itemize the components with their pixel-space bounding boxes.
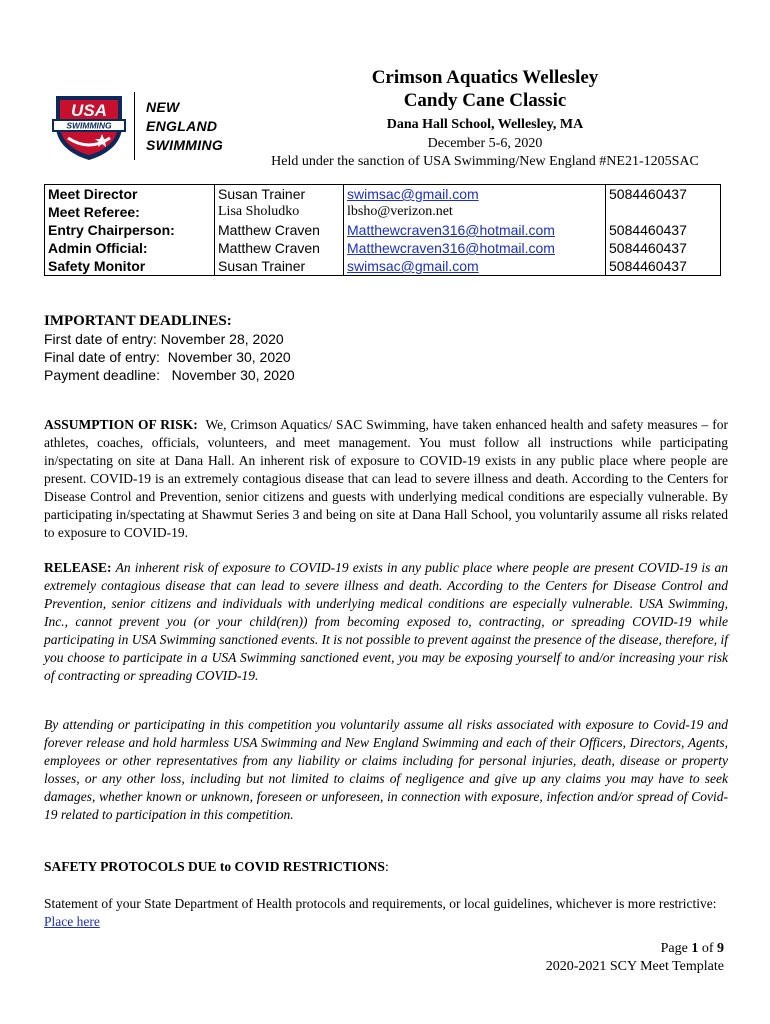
official-phone — [606, 203, 721, 221]
first-entry-date: First date of entry: November 28, 2020 — [44, 331, 284, 347]
safety-statement-paragraph — [44, 895, 728, 931]
official-email-link[interactable]: Matthewcraven316@hotmail.com — [347, 222, 555, 238]
official-role: Meet Referee: — [45, 203, 215, 221]
meet-venue: Dana Hall School, Wellesley, MA — [386, 117, 584, 132]
table-row — [45, 239, 721, 257]
meet-title-line2: Candy Cane Classic — [403, 90, 567, 111]
assumption-of-risk-paragraph — [44, 416, 728, 542]
table-row — [45, 257, 721, 276]
official-phone: 5084460437 — [606, 185, 721, 204]
place-here-link[interactable]: Place here — [44, 914, 100, 929]
official-email-link[interactable]: swimsac@gmail.com — [347, 258, 479, 274]
meet-sanction: Held under the sanction of USA Swimming/New England #NE21-1205SAC — [271, 154, 699, 169]
official-email-link[interactable]: Matthewcraven316@hotmail.com — [347, 240, 555, 256]
officials-table — [44, 184, 721, 276]
assumption-label: ASSUMPTION OF RISK: — [44, 417, 198, 432]
safety-statement: Statement of your State Department of Health protocols and requirements, or local guidelines, whichever is more restrictive: — [44, 896, 717, 911]
table-row — [45, 203, 721, 221]
official-email: lbsho@verizon.net — [344, 203, 606, 221]
attending-paragraph: By attending or participating in this competition you voluntarily assume all risks associated with exposure to Covid-19 and forever release and hold harmless USA Swimming and New England Swimming and each of their Officers, Directors, Agents, employees or other representatives from any liability or claims including for personal injuries, death, disease or property losses, or any other loss, including but not limited to claims of negligence and give up any claims you may have to seek damages, whether known or unknown, foreseen or unforeseen, in connection with exposure, infection and/or spread of Covid-19 related to participation in this competition. — [44, 717, 728, 822]
assumption-text: We, Crimson Aquatics/ SAC Swimming, have taken enhanced health and safety measures – for athletes, coaches, officials, volunteers, and meet management. You must follow all instructions while participating in/spectating on site at Dana Hall. An inherent risk of exposure to COVID-19 exists in any public place where people are present. COVID-19 is an extremely contagious disease that can lead to severe illness and death. According to the Centers for Disease Control and Prevention, senior citizens and guests with underlying medical conditions are especially vulnerable. By participating in/spectating at Shawmut Series 3 and being on site at Dana Hall School, you voluntarily assume all risks related to exposure to COVID-19. — [44, 417, 728, 540]
deadlines-heading: IMPORTANT DEADLINES: — [44, 313, 232, 329]
usa-swimming-logo — [50, 92, 240, 162]
payment-deadline: Payment deadline: November 30, 2020 — [44, 367, 295, 383]
meet-title-line1: Crimson Aquatics Wellesley — [371, 67, 599, 88]
usa-swimming-shield-icon — [50, 92, 128, 162]
official-phone: 5084460437 — [606, 239, 721, 257]
official-name: Susan Trainer — [215, 185, 344, 204]
deadlines-section — [44, 312, 295, 384]
official-name: Matthew Craven — [215, 221, 344, 239]
page-footer — [546, 940, 724, 976]
template-label: 2020-2021 SCY Meet Template — [545, 959, 724, 974]
meet-header — [230, 66, 740, 171]
release-paragraph — [44, 559, 728, 685]
official-role: Entry Chairperson: — [45, 221, 215, 239]
official-role: Admin Official: — [45, 239, 215, 257]
release-label: RELEASE: — [44, 560, 112, 575]
final-entry-date: Final date of entry: November 30, 2020 — [44, 349, 291, 365]
official-name: Matthew Craven — [215, 239, 344, 257]
official-phone: 5084460437 — [606, 257, 721, 276]
safety-heading: SAFETY PROTOCOLS DUE to COVID RESTRICTIONS — [44, 859, 385, 874]
release-text: An inherent risk of exposure to COVID-19 exists in any public place where people are present COVID-19 is an extremely contagious disease that can lead to severe illness and death. According to the Centers for Disease Control and Prevention, senior citizens and individuals with underlying medical conditions are especially vulnerable. USA Swimming, Inc., cannot prevent you (or your child(ren)) from becoming exposed to, contracting, or spreading COVID-19 while participating in USA Swimming sanctioned events. It is not possible to prevent against the presence of the disease, therefore, if you choose to participate in a USA Swimming sanctioned event, you may be exposing yourself to and/or increasing your risk of contracting or spreading COVID-19. — [44, 560, 728, 683]
official-email-link[interactable]: swimsac@gmail.com — [347, 186, 479, 202]
table-row — [45, 221, 721, 239]
official-role: Safety Monitor — [45, 257, 215, 276]
page-number: Page 1 of 9 — [660, 941, 724, 956]
official-phone: 5084460437 — [606, 221, 721, 239]
meet-dates: December 5-6, 2020 — [427, 136, 543, 151]
official-name: Lisa Sholudko — [215, 203, 344, 221]
table-row — [45, 185, 721, 204]
safety-protocols-heading-line: SAFETY PROTOCOLS DUE to COVID RESTRICTIONS: — [44, 859, 389, 874]
new-england-swimming-wordmark: NEW ENGLAND SWIMMING — [146, 99, 224, 153]
official-role: Meet Director — [45, 185, 215, 204]
official-name: Susan Trainer — [215, 257, 344, 276]
logo-swimming-text: SWIMMING — [66, 120, 112, 131]
logo-divider — [134, 92, 135, 160]
logo-usa-text: USA — [71, 101, 107, 120]
